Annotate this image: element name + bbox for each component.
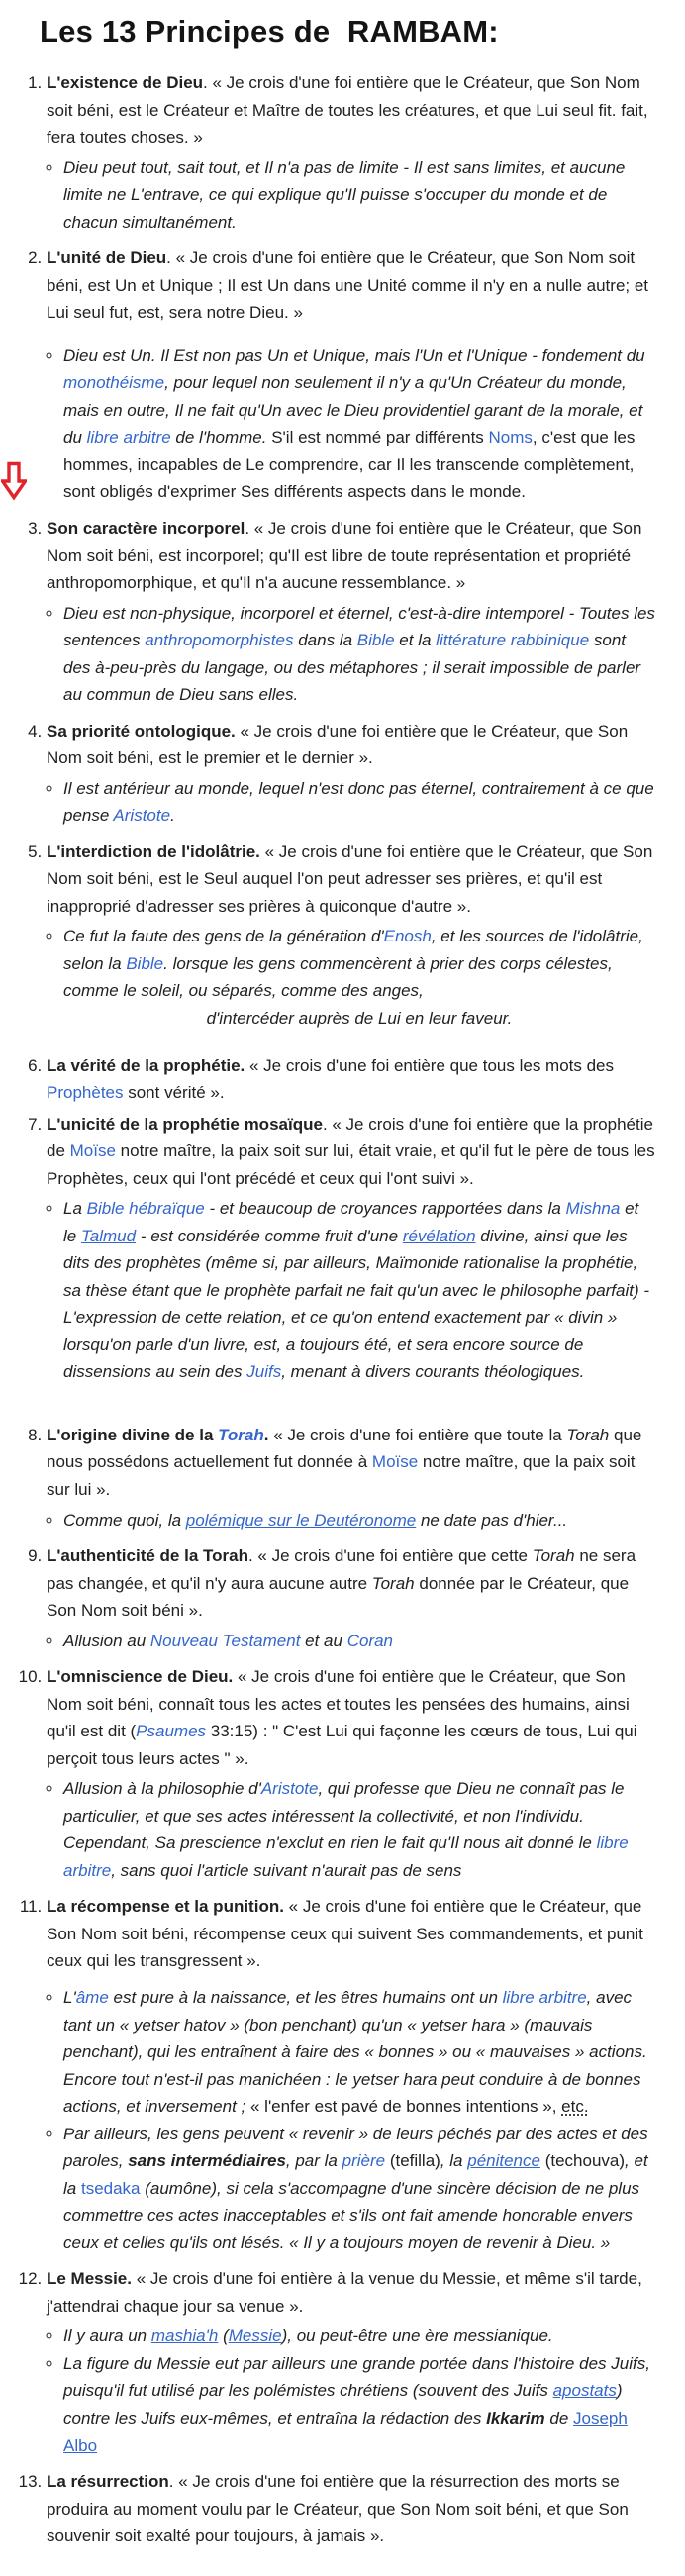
- text-segment: ), ou peut-être une ère messianique.: [281, 2327, 553, 2346]
- text-segment: , qui professe que Dieu ne connaît pas le particulier, et que ses actes intéressent la collectivité, et non l'individu. Cependant, Sa prescience n'exclut en rien le fait qu'Il nous ait donné le: [63, 1779, 625, 1853]
- text-segment: sont vérité ».: [123, 1083, 225, 1103]
- text-segment: La: [63, 1199, 87, 1219]
- note-item: [63, 1195, 655, 1386]
- text-segment: Dieu est Un. Il Est non pas Un et Unique, mais l'Un et l'Unique - fondement du: [63, 346, 645, 365]
- wiki-link[interactable]: pénitence: [467, 2151, 540, 2171]
- wiki-link[interactable]: Aristote: [260, 1779, 319, 1799]
- text-segment: Son caractère incorporel: [47, 518, 245, 538]
- text-segment: Dieu peut tout, sait tout, et Il n'a pas de limite - Il est sans limites, et aucune limite ne L'entrave, ce qui explique qu'Il puisse s'occuper du monde et de chacun simultanément.: [63, 157, 626, 232]
- text-segment: La résurrection: [47, 2472, 169, 2492]
- wiki-link[interactable]: Aristote: [113, 806, 171, 826]
- text-segment: , avec tant un « yetser hatov » (bon penchant) qu'un « yetser hara » (mauvais penchant), qui les entraînent à faire des « bonnes » ou « mauvaises » actions. Encore tout n'est-il pas manichéen : le yetser hara peut conduire à de bonnes actions, et inversement ;: [63, 1988, 647, 2117]
- text-segment: que nous possédons actuellement fut donnée à: [47, 1425, 642, 1472]
- wiki-link[interactable]: Bible: [356, 631, 395, 650]
- wiki-link[interactable]: Torah: [218, 1425, 264, 1444]
- text-segment: , et les sources de l'idolâtrie, selon la: [63, 927, 643, 973]
- red-arrow-icon: [1, 461, 27, 501]
- text-segment: .: [263, 1425, 269, 1444]
- text-segment: Par ailleurs, les gens peuvent « revenir » de leurs péchés par des actes et des paroles,: [63, 2124, 648, 2171]
- note-item: [63, 2121, 655, 2257]
- note-item: [63, 343, 655, 506]
- principle-item: [47, 839, 655, 1033]
- text-segment: L'unicité de la prophétie mosaïque: [47, 1114, 323, 1134]
- principle-item: [47, 1052, 655, 1107]
- text-segment: L'interdiction de l'idolâtrie.: [47, 842, 260, 861]
- article-page: [0, 14, 685, 2576]
- text-segment: « Je crois d'une foi entière que tous les mots des: [245, 1055, 615, 1075]
- page-title: Les 13 Principes de RAMBAM:: [40, 14, 499, 49]
- text-segment: Il y aura un: [63, 2327, 151, 2346]
- principles-list: [0, 69, 659, 2550]
- text-segment: La figure du Messie eut par ailleurs une grande portée dans l'histoire des Juifs, puisqu'il fut utilisé par les polémistes chrétiens (souvent des Juifs: [63, 2353, 650, 2401]
- wiki-link[interactable]: anthropomorphistes: [145, 631, 294, 650]
- text-segment: de l'homme.: [170, 428, 272, 447]
- note-list: [47, 923, 655, 1032]
- wiki-link[interactable]: Coran: [346, 1631, 393, 1650]
- wiki-link[interactable]: Prophètes: [47, 1083, 124, 1103]
- text-segment: , sans quoi l'article suivant n'aurait pas de sens: [111, 1860, 462, 1880]
- note-item: [63, 154, 655, 237]
- note-item: [63, 923, 655, 1032]
- text-segment: Sa priorité ontologique.: [47, 721, 236, 741]
- text-segment: Comme quoi, la: [63, 1510, 186, 1530]
- text-segment: Il est antérieur au monde, lequel n'est donc pas éternel, contrairement à ce que pense: [63, 778, 654, 826]
- text-segment: . « Je crois d'une foi entière que la résurrection des morts se produira au moment voulu par le Créateur, que Son Nom soit béni, et que Son souvenir soit exalté pour toujours, à jamais ».: [47, 2472, 629, 2546]
- wiki-link[interactable]: polémique sur le Deutéronome: [185, 1510, 417, 1530]
- note-item: [63, 1775, 655, 1884]
- text-segment: divine, ainsi que les dits des prophètes (même si, par ailleurs, Maïmonide rationalise la prophétie, sa thèse étant que le prophète parfait ne fait qu'un avec le philosophe parfait) - L'expression de cette relation, et ce qu'on entend exactement par « divin » lorsqu'on parle d'un livre, est, a toujours été, et sera encore source de dissensions au sein des: [63, 1226, 650, 1382]
- principle-item: [47, 2265, 655, 2459]
- text-segment: Torah: [371, 1573, 415, 1593]
- wiki-link[interactable]: apostats: [552, 2381, 617, 2401]
- wiki-link[interactable]: Moïse: [371, 1452, 419, 1472]
- text-segment: . « Je crois d'une foi entière que le Créateur, que Son Nom soit béni, est Un et Unique ; Il est Un dans une Unité comme il n'y en a nulle autre; et Lui seul fut, est, sera notre Dieu. »: [47, 248, 649, 323]
- text-segment: « Je crois d'une foi entière que le Créateur, que Son Nom soit béni, est le Seul auquel l'on peut adresser ses prières, et qu'il est inapproprié d'adresser ses prières à quiconque d'autre ».: [47, 842, 653, 916]
- wiki-link[interactable]: Bible: [126, 953, 164, 973]
- principle-item: [47, 1663, 655, 1884]
- note-list: [47, 1195, 655, 1386]
- text-segment: Ce fut la faute des gens de la génération d': [63, 927, 384, 946]
- principle-item: [47, 1893, 655, 2256]
- wiki-link[interactable]: Moïse: [69, 1141, 116, 1161]
- text-segment: « l'enfer est pavé de bonnes intentions »,: [249, 2097, 562, 2117]
- wiki-link[interactable]: Psaumes: [136, 1722, 207, 1741]
- note-list: [47, 1775, 655, 1884]
- note-list: [47, 1507, 655, 1535]
- text-segment: « Je crois d'une foi entière que toute la: [268, 1425, 567, 1444]
- note-list: [47, 600, 655, 709]
- text-segment: S'il est nommé par différents: [271, 428, 489, 447]
- wiki-link[interactable]: littérature rabbinique: [436, 631, 590, 650]
- note-list: [47, 775, 655, 830]
- centered-text-line: [63, 1005, 655, 1033]
- wiki-link[interactable]: monothéisme: [63, 373, 165, 393]
- text-segment: Torah: [532, 1546, 575, 1566]
- note-item: [63, 775, 655, 830]
- text-segment: La récompense et la punition.: [47, 1897, 284, 1917]
- principle-item: [47, 1542, 655, 1654]
- text-segment: L': [63, 1988, 76, 2007]
- text-segment: L'omniscience de Dieu.: [47, 1667, 234, 1687]
- text-segment: , et la: [63, 2151, 648, 2198]
- text-segment: , c'est que les hommes, incapables de Le comprendre, car Il les transcende complètement, sont obligés d'exprimer Ses différents aspects dans le monde.: [63, 428, 636, 502]
- text-segment: L'existence de Dieu: [47, 73, 204, 92]
- text-segment: d'intercéder auprès de Lui en leur faveur.: [206, 1009, 513, 1028]
- text-segment: , pour lequel non seulement il n'y a qu'Un Créateur du monde, mais en outre, Il ne fait qu'Un avec le Dieu providentiel garant de la morale, et du: [63, 373, 643, 447]
- text-segment: - et beaucoup de croyances rapportées dans la: [204, 1199, 566, 1219]
- text-segment: L'unité de Dieu: [47, 248, 167, 268]
- note-list: [47, 154, 655, 237]
- text-segment: « Je crois d'une foi entière que le Créateur, que Son Nom soit béni, connaît tous les actes et toutes les pensées des humains, ainsi qu'il est dit (: [47, 1667, 630, 1741]
- wiki-link[interactable]: Nouveau Testament: [149, 1631, 301, 1650]
- principle-item: [47, 515, 655, 709]
- text-segment: ne date pas d'hier...: [416, 1510, 568, 1530]
- text-segment: notre maître, la paix soit sur lui, était vraie, et qu'il fut le père de tous les Prophètes, ceux qui l'ont précédé et ceux qui l'ont suivi ».: [47, 1141, 655, 1188]
- text-segment: Ikkarim: [486, 2408, 545, 2427]
- principle-item: [47, 2468, 655, 2550]
- wiki-link[interactable]: Noms: [488, 428, 533, 447]
- principle-item: [47, 718, 655, 830]
- text-segment: « Je crois d'une foi entière que le Créateur, que Son Nom soit béni, est le premier et le dernier ».: [47, 721, 629, 768]
- text-segment: - est considérée comme fruit d'une: [136, 1226, 403, 1245]
- text-segment: « Je crois d'une foi entière à la venue du Messie, et même s'il tarde, j'attendrai chaque jour sa venue ».: [47, 2269, 642, 2316]
- note-item: [63, 1984, 655, 2121]
- text-segment: (aumône), si cela s'accompagne d'une sincère décision de ne plus commettre ces actes inacceptables et s'ils ont fait amende honorable envers ceux et celles qu'ils ont lésés. « Il y a toujours moyen de revenir à Dieu. »: [63, 2178, 640, 2252]
- text-segment: .: [170, 806, 175, 826]
- note-list: [47, 1628, 655, 1655]
- principle-item: [47, 245, 655, 506]
- text-segment: . « Je crois d'une foi entière que le Créateur, que Son Nom soit béni, est le Créateur et Maître de toutes les créatures, et que Lui seul fit. fait, fera toutes choses. »: [47, 73, 648, 148]
- text-segment: et la: [394, 631, 437, 650]
- wiki-link[interactable]: Bible hébraïque: [86, 1199, 205, 1219]
- text-segment: Allusion au: [63, 1631, 150, 1650]
- note-list: [47, 1984, 655, 2256]
- text-segment: L'authenticité de la Torah: [47, 1546, 248, 1566]
- wiki-link[interactable]: mashia'h: [150, 2327, 219, 2346]
- text-segment: et le: [63, 1199, 639, 1245]
- text-segment: sont des à-peu-près du langage, ou des métaphores ; il serait impossible de parler au commun de Dieu sans elles.: [63, 631, 641, 705]
- text-segment: Torah: [566, 1425, 610, 1444]
- wiki-link[interactable]: libre arbitre: [63, 1833, 629, 1880]
- wiki-link[interactable]: prière: [342, 2151, 386, 2171]
- note-item: [63, 1507, 655, 1535]
- note-item: [63, 1628, 655, 1655]
- wiki-link[interactable]: Joseph Albo: [63, 2408, 628, 2455]
- principle-item: [47, 69, 655, 236]
- wiki-link[interactable]: révélation: [402, 1226, 476, 1245]
- text-segment: dans la: [293, 631, 357, 650]
- note-item: [63, 2323, 655, 2350]
- principle-item: [47, 1111, 655, 1386]
- text-segment: notre maître, que la paix soit sur lui ».: [47, 1452, 636, 1499]
- text-segment: Dieu est non-physique, incorporel et éternel, c'est-à-dire intemporel - Toutes les sentences: [63, 603, 655, 650]
- wiki-link[interactable]: tsedaka: [80, 2178, 141, 2198]
- text-segment: (: [218, 2327, 229, 2346]
- text-segment: . « Je crois d'une foi entière que le Créateur, que Son Nom soit béni, est incorporel; qu'Il est libre de toute représentation et propriété anthropomorphique, et qu'Il n'a aucune ressemblance. »: [47, 518, 642, 593]
- text-segment: « Je crois d'une foi entière que le Créateur, que Son Nom soit béni, récompense ceux qui suivent Ses commandements, et punit ceux qui les transgressent ».: [47, 1897, 643, 1971]
- text-segment: et au: [300, 1631, 347, 1650]
- wiki-link[interactable]: libre arbitre: [502, 1988, 587, 2007]
- text-segment: , menant à divers courants théologiques.: [281, 1362, 585, 1382]
- text-segment: de: [544, 2408, 574, 2427]
- principle-item: [47, 1422, 655, 1534]
- wiki-link[interactable]: Enosh: [383, 927, 432, 946]
- text-segment: , la: [440, 2151, 468, 2171]
- text-segment: ne sera pas changée, et qu'il n'y aura aucune autre: [47, 1546, 636, 1593]
- wiki-link[interactable]: âme: [75, 1988, 109, 2007]
- text-segment: . « Je crois d'une foi entière que la prophétie de: [47, 1114, 653, 1161]
- note-item: [63, 2350, 655, 2459]
- text-segment: L'origine divine de la: [47, 1425, 219, 1444]
- wiki-link[interactable]: Mishna: [565, 1199, 621, 1219]
- note-item: [63, 600, 655, 709]
- text-segment: est pure à la naissance, et les êtres humains ont un: [108, 1988, 503, 2007]
- wiki-link[interactable]: Juifs: [246, 1362, 282, 1382]
- note-list: [47, 2323, 655, 2459]
- text-segment: . « Je crois d'une foi entière que cette: [247, 1546, 533, 1566]
- text-segment: donnée par le Créateur, que Son Nom soit béni ».: [47, 1573, 630, 1621]
- wiki-link[interactable]: Messie: [228, 2327, 282, 2346]
- text-segment: Allusion à la philosophie d': [63, 1779, 261, 1799]
- wiki-link[interactable]: Talmud: [80, 1226, 137, 1245]
- text-segment: . lorsque les gens commencèrent à prier des corps célestes, comme le soleil, ou séparés, comme des anges,: [63, 953, 613, 1001]
- text-segment: (techouva): [544, 2151, 626, 2171]
- wiki-link[interactable]: libre arbitre: [86, 428, 171, 447]
- note-list: [47, 343, 655, 506]
- text-segment: La vérité de la prophétie.: [47, 1055, 245, 1075]
- text-segment: ) contre les Juifs eux-mêmes, et entraîna la rédaction des: [63, 2381, 623, 2427]
- text-segment: etc.: [561, 2097, 589, 2117]
- text-segment: , par la: [285, 2151, 342, 2171]
- text-segment: 33:15) : " C'est Lui qui façonne les cœurs de tous, Lui qui perçoit tous leurs actes " ».: [47, 1722, 637, 1768]
- text-segment: (tefilla): [389, 2151, 440, 2171]
- text-segment: Le Messie.: [47, 2269, 132, 2289]
- text-segment: sans intermédiaires: [128, 2151, 286, 2171]
